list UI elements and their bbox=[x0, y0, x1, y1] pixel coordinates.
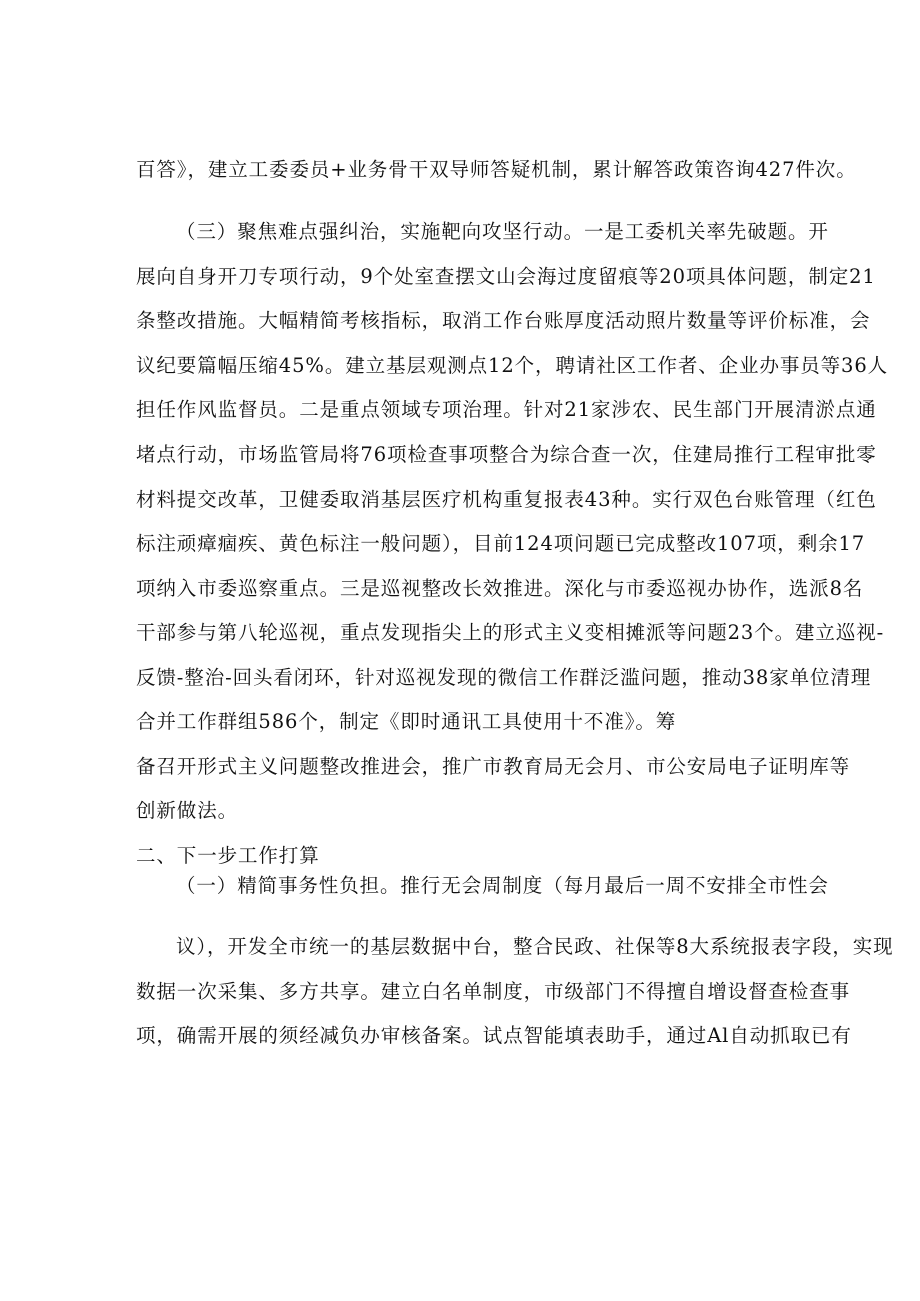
paragraph-line: 备召开形式主义问题整改推进会，推广市教育局无会月、市公安局电子证明库等 bbox=[136, 755, 851, 778]
subsection-one-line: 议），开发全市统一的基层数据中台，整合民政、社保等8大系统报表字段，实现 bbox=[176, 935, 894, 958]
paragraph-line: 百答》，建立工委委员+业务骨干双导师答疑机制，累计解答政策咨询427件次。 bbox=[136, 158, 857, 181]
paragraph-line: 创新做法。 bbox=[136, 799, 239, 822]
paragraph-line: 材料提交改革，卫健委取消基层医疗机构重复报表43种。实行双色台账管理（红色 bbox=[136, 488, 877, 511]
paragraph-line: 合并工作群组586个，制定《即时通讯工具使用十不准》。筹 bbox=[136, 710, 677, 733]
paragraph-line: 担任作风监督员。二是重点领域专项治理。针对21家涉农、民生部门开展清淤点通 bbox=[136, 398, 877, 421]
paragraph-line: 项，确需开展的须经减负办审核备案。试点智能填表助手，通过Al自动抓取已有 bbox=[136, 1024, 852, 1047]
paragraph-line: 二、下一步工作打算 bbox=[136, 844, 320, 867]
section-three-line: （三）聚焦难点强纠治，实施靶向攻坚行动。一是工委机关率先破题。开 bbox=[176, 220, 829, 243]
paragraph-line: 反馈-整治-回头看闭环，针对巡视发现的微信工作群泛滥问题，推动38家单位清理 bbox=[136, 666, 872, 689]
paragraph-line: 数据一次采集、多方共享。建立白名单制度，市级部门不得擅自增设督查检查事 bbox=[136, 980, 851, 1003]
paragraph-line: 堵点行动，市场监管局将76项检查事项整合为综合查一次，住建局推行工程审批零 bbox=[136, 443, 877, 466]
paragraph-line: 标注顽瘴痼疾、黄色标注一般问题），目前124项问题已完成整改107项，剩余17 bbox=[136, 532, 866, 555]
paragraph-line: 干部参与第八轮巡视，重点发现指尖上的形式主义变相摊派等问题23个。建立巡视- bbox=[136, 621, 885, 644]
paragraph-line: 展向自身开刀专项行动，9个处室查摆文山会海过度留痕等20项具体问题，制定21 bbox=[136, 265, 876, 288]
paragraph-line: 项纳入市委巡察重点。三是巡视整改长效推进。深化与市委巡视办协作，选派8名 bbox=[136, 577, 864, 600]
section-heading: （一）精简事务性负担。推行无会周制度（每月最后一周不安排全市性会 bbox=[176, 874, 829, 897]
paragraph-line: 条整改措施。大幅精简考核指标，取消工作台账厚度活动照片数量等评价标准，会 bbox=[136, 309, 871, 332]
paragraph-line: 议纪要篇幅压缩45%。建立基层观测点12个，聘请社区工作者、企业办事员等36人 bbox=[136, 354, 889, 377]
